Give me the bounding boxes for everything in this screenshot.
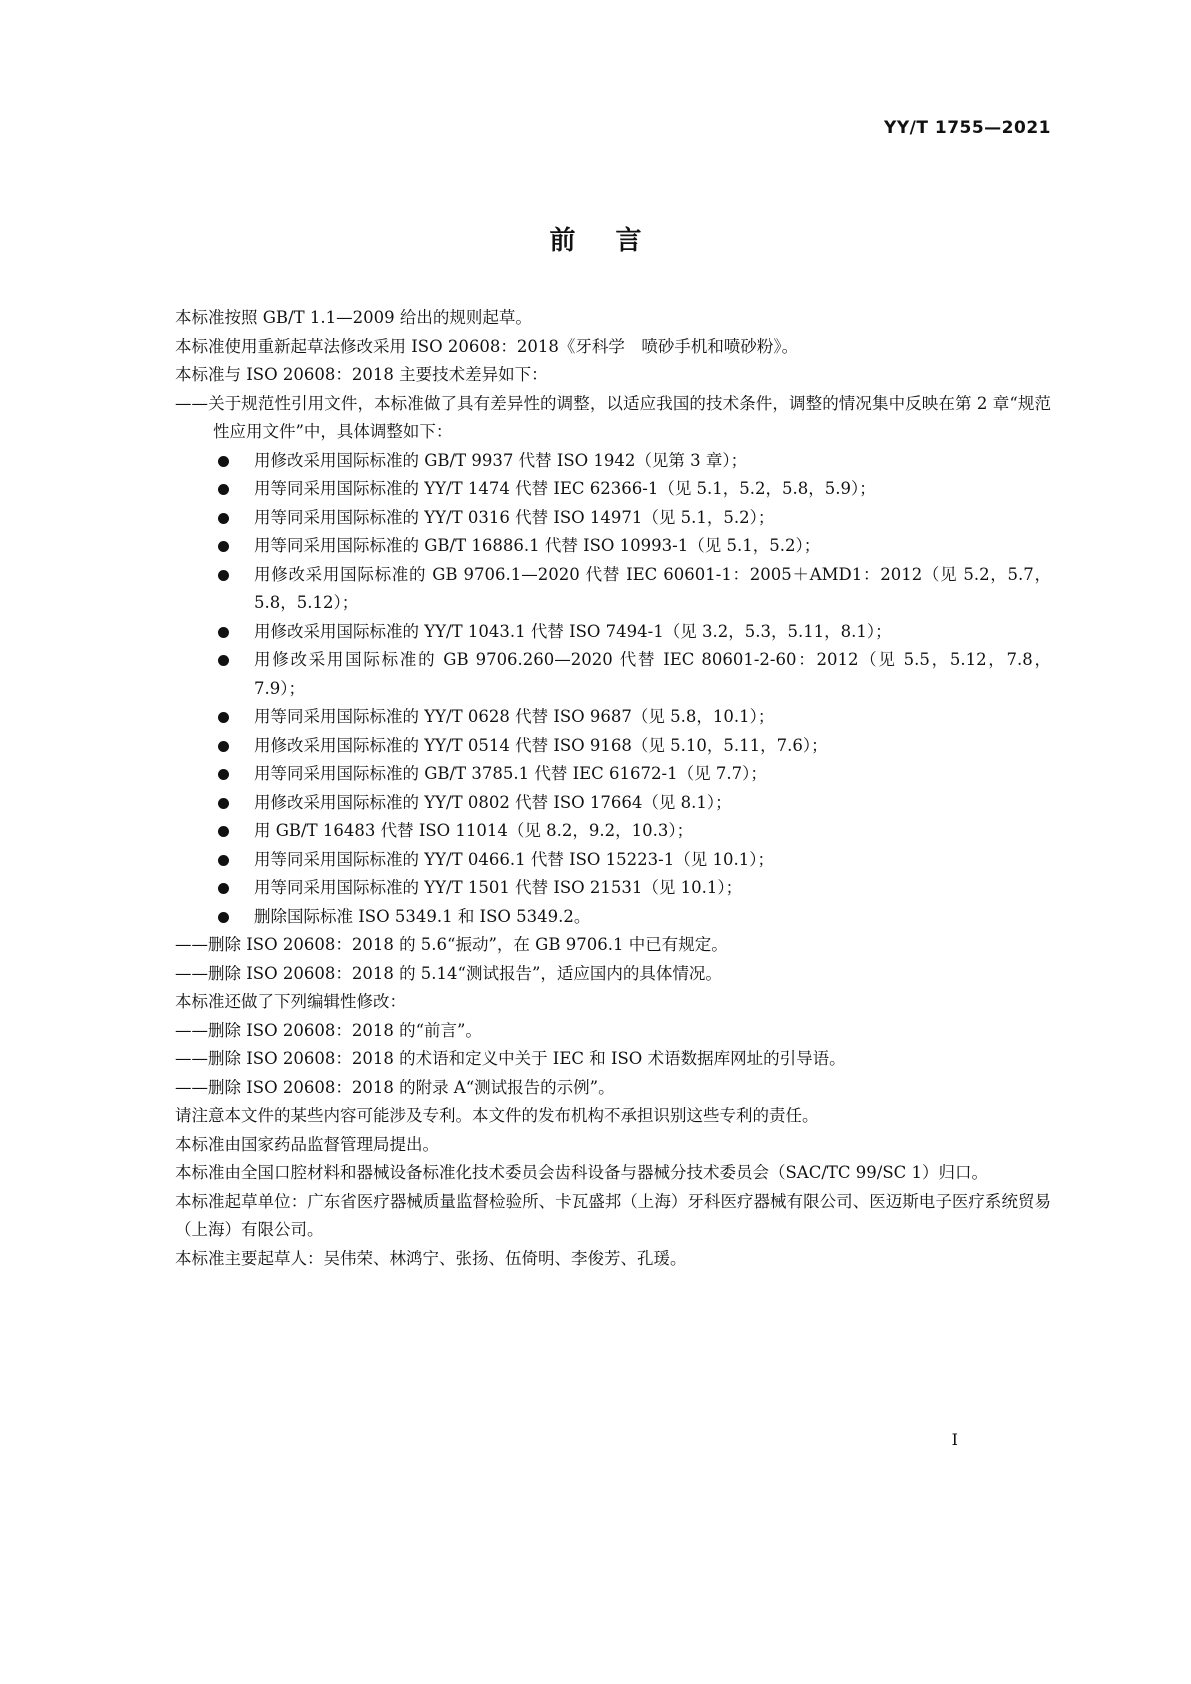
bullet-list-item [175, 760, 1051, 789]
bullet-dot-icon [218, 513, 229, 524]
bullet-dot-icon [218, 855, 229, 866]
bullet-list-item [175, 846, 1051, 875]
bullet-text: 用修改采用国际标准的 YY/T 0802 代替 ISO 17664（见 8.1）； [254, 792, 732, 812]
bullet-text: 用等同采用国际标准的 YY/T 0466.1 代替 ISO 15223-1（见 10.1）； [254, 849, 774, 869]
paragraph: 本标准还做了下列编辑性修改： [175, 992, 406, 1011]
bullet-dot-icon [218, 741, 229, 752]
bullet-dot-icon [218, 484, 229, 495]
bullet-text: 用等同采用国际标准的 YY/T 0316 代替 ISO 14971（见 5.1，5.2）； [254, 507, 775, 527]
dash-list-item: ——删除 ISO 20608：2018 的 5.6“振动”，在 GB 9706.1 中已有规定。 [175, 935, 728, 954]
paragraph: 本标准按照 GB/T 1.1—2009 给出的规则起草。 [175, 308, 532, 327]
bullet-text: 用修改采用国际标准的 GB 9706.1—2020 代替 IEC 60601-1：2005＋AMD1：2012（见 5.2，5.7，5.8，5.12）； [254, 564, 1051, 612]
dash-list-item: ——删除 ISO 20608：2018 的 5.14“测试报告”，适应国内的具体情况。 [175, 963, 722, 983]
bullet-text: 用等同采用国际标准的 YY/T 0628 代替 ISO 9687（见 5.8，10.1）； [254, 707, 775, 726]
bullet-list-item [175, 447, 1051, 476]
bullet-text: 用 GB/T 16483 代替 ISO 11014（见 8.2，9.2，10.3）； [254, 821, 694, 840]
bullet-list-item [175, 732, 1051, 761]
dash-list-item: ——删除 ISO 20608：2018 的术语和定义中关于 IEC 和 ISO 术语数据库网址的引导语。 [175, 1049, 846, 1068]
foreword-body [175, 304, 1051, 1273]
bullet-text: 用等同采用国际标准的 GB/T 3785.1 代替 IEC 61672-1（见 7.7）； [254, 764, 767, 783]
bullet-text: 删除国际标准 ISO 5349.1 和 ISO 5349.2。 [254, 906, 591, 926]
paragraph: 本标准与 ISO 20608：2018 主要技术差异如下： [175, 365, 548, 384]
page-number: I [951, 1430, 958, 1449]
dash-list-item: ——关于规范性引用文件，本标准做了具有差异性的调整，以适应我国的技术条件，调整的情况集中反映在第 2 章“规范性应用文件”中，具体调整如下： [175, 393, 1051, 441]
drafting-units: 本标准起草单位：广东省医疗器械质量监督检验所、卡瓦盛邦（上海）牙科医疗器械有限公司、医迈斯电子医疗系统贸易（上海）有限公司。 [175, 1191, 1051, 1239]
patent-notice: 请注意本文件的某些内容可能涉及专利。本文件的发布机构不承担识别这些专利的责任。 [175, 1106, 819, 1125]
dash-list-item: ——删除 ISO 20608：2018 的附录 A“测试报告的示例”。 [175, 1077, 615, 1097]
bullet-text: 用等同采用国际标准的 GB/T 16886.1 代替 ISO 10993-1（见 5.1，5.2）； [254, 536, 821, 555]
bullet-dot-icon [218, 826, 229, 837]
bullet-list-item [175, 646, 1051, 703]
bullet-text: 用等同采用国际标准的 YY/T 1474 代替 IEC 62366-1（见 5.1，5.2，5.8，5.9）； [254, 479, 876, 498]
bullet-list-item [175, 618, 1051, 647]
bullet-list [175, 447, 1051, 932]
bullet-dot-icon [218, 798, 229, 809]
bullet-dot-icon [218, 655, 229, 666]
bullet-dot-icon [218, 541, 229, 552]
bullet-list-item [175, 475, 1051, 504]
bullet-list-item [175, 703, 1051, 732]
paragraph: 本标准使用重新起草法修改采用 ISO 20608：2018《牙科学 喷砂手机和喷砂粉》。 [175, 336, 799, 356]
paragraph: 本标准由全国口腔材料和器械设备标准化技术委员会齿科设备与器械分技术委员会（SAC/TC 99/SC 1）归口。 [175, 1163, 989, 1182]
bullet-list-item [175, 903, 1051, 932]
bullet-dot-icon [218, 456, 229, 467]
bullet-dot-icon [218, 769, 229, 780]
bullet-text: 用等同采用国际标准的 YY/T 1501 代替 ISO 21531（见 10.1）； [254, 878, 743, 897]
bullet-text: 用修改采用国际标准的 GB 9706.260—2020 代替 IEC 80601-2-60：2012（见 5.5，5.12，7.8，7.9）； [254, 650, 1051, 698]
bullet-dot-icon [218, 712, 229, 723]
bullet-list-item [175, 504, 1051, 533]
bullet-list-item [175, 817, 1051, 846]
bullet-text: 用修改采用国际标准的 YY/T 0514 代替 ISO 9168（见 5.10，5.11，7.6）； [254, 735, 828, 755]
bullet-list-item [175, 532, 1051, 561]
bullet-list-item [175, 874, 1051, 903]
drafters: 本标准主要起草人：吴伟荣、林鸿宁、张扬、伍倚明、李俊芳、孔瑗。 [175, 1248, 687, 1268]
page-title: 前言 [549, 226, 682, 256]
document-code: YY/T 1755—2021 [884, 118, 1051, 138]
bullet-dot-icon [218, 883, 229, 894]
bullet-dot-icon [218, 627, 229, 638]
bullet-dot-icon [218, 912, 229, 923]
bullet-text: 用修改采用国际标准的 GB/T 9937 代替 ISO 1942（见第 3 章）； [254, 450, 748, 470]
bullet-list-item [175, 561, 1051, 618]
dash-list-item: ——删除 ISO 20608：2018 的“前言”。 [175, 1020, 482, 1040]
bullet-list-item [175, 789, 1051, 818]
paragraph: 本标准由国家药品监督管理局提出。 [175, 1134, 439, 1154]
bullet-text: 用修改采用国际标准的 YY/T 1043.1 代替 ISO 7494-1（见 3.2，5.3，5.11，8.1）； [254, 621, 892, 641]
bullet-dot-icon [218, 570, 229, 581]
